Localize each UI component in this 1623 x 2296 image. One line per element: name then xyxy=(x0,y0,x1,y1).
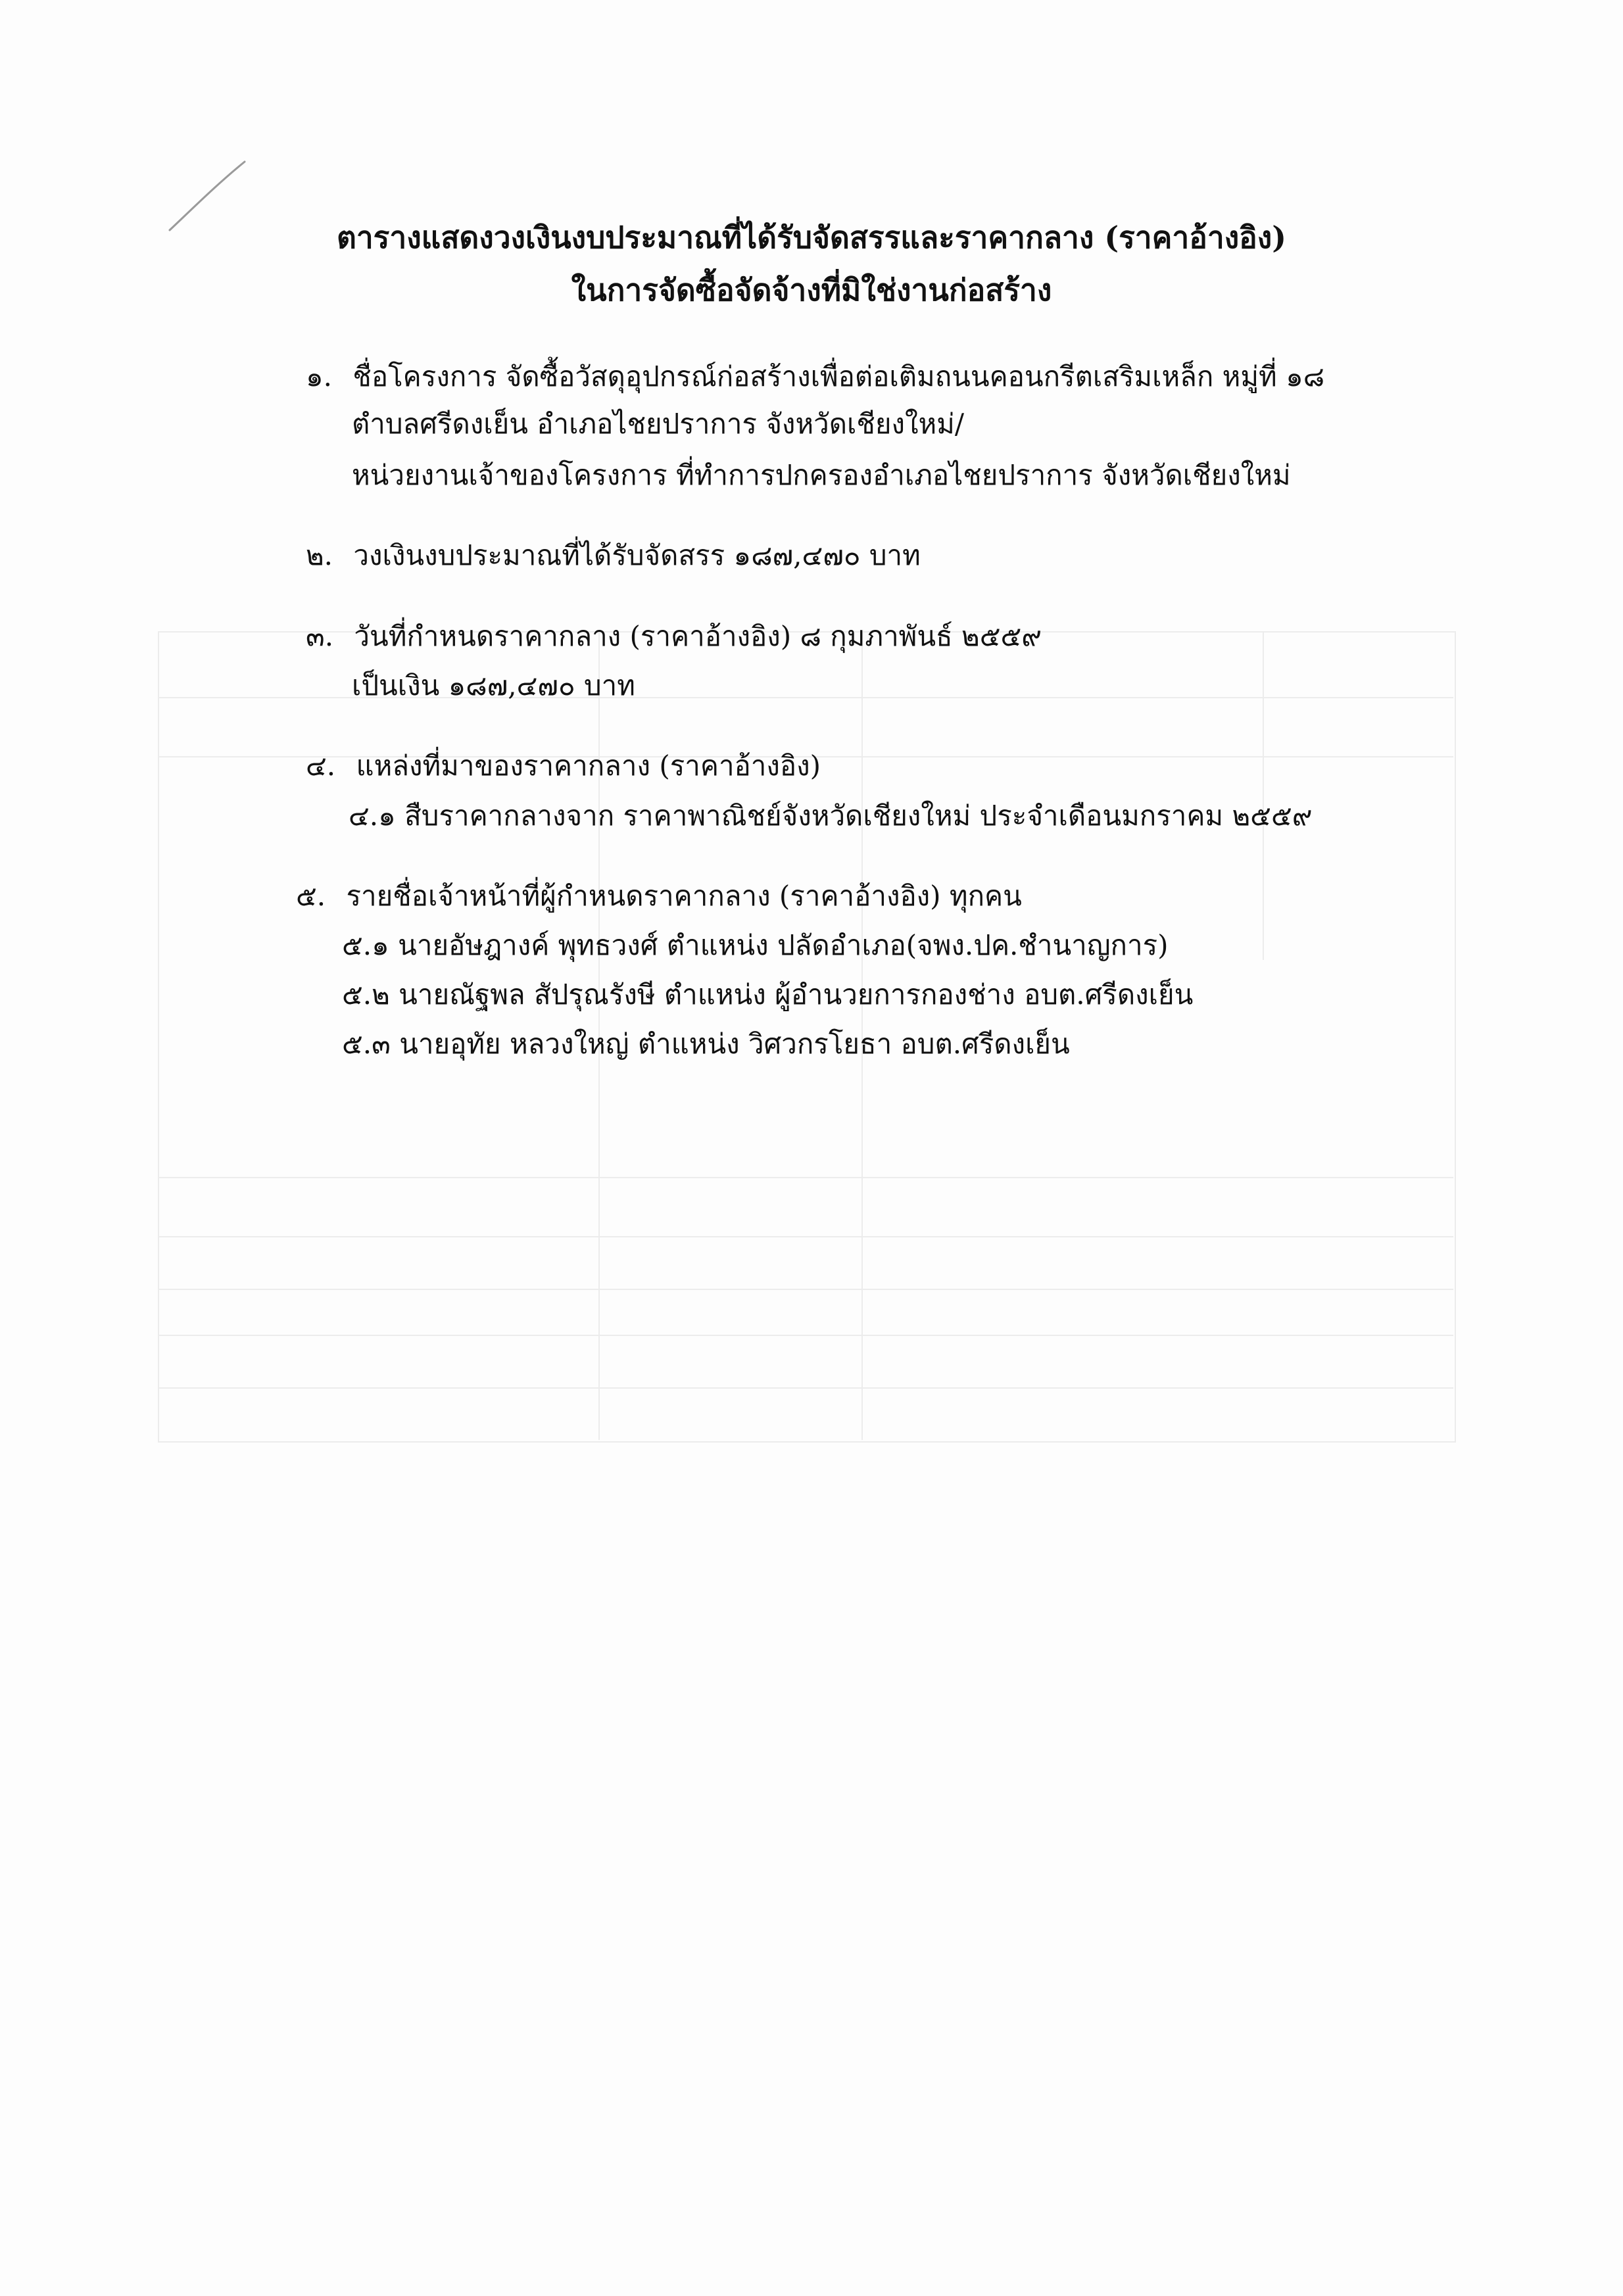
item-3-reference-date: วันที่กำหนดราคากลาง (ราคาอ้างอิง) ๘ กุมภาพันธ์ ๒๕๕๙ xyxy=(354,620,1042,652)
item-2-budget: วงเงินงบประมาณที่ได้รับจัดสรร ๑๘๗,๔๗๐ บาท xyxy=(353,539,921,571)
item-2-number: ๒. xyxy=(306,539,333,571)
bleed-through-line xyxy=(158,1289,1453,1290)
item-1-project-name: ชื่อโครงการ จัดซื้อวัสดุอุปกรณ์ก่อสร้างเพื่อต่อเติมถนนคอนกรีตเสริมเหล็ก หมู่ที่ ๑๘ xyxy=(352,360,1325,393)
bleed-through-line xyxy=(158,1177,1453,1178)
bleed-through-line xyxy=(158,1335,1453,1336)
item-5-row xyxy=(296,874,1022,918)
bleed-through-line xyxy=(158,1387,1453,1389)
item-4-price-source: แหล่งที่มาของราคากลาง (ราคาอ้างอิง) xyxy=(356,750,821,782)
item-5-3-official: ๕.๓ นายอุทัย หลวงใหญ่ ตำแหน่ง วิศวกรโยธา อบต.ศรีดงเย็น xyxy=(342,1028,1070,1060)
item-1-owner-agency: หน่วยงานเจ้าของโครงการ ที่ทำการปกครองอำเภอไชยปราการ จังหวัดเชียงใหม่ xyxy=(352,459,1291,491)
item-5-1-official: ๕.๑ นายอัษฎางค์ พุทธวงศ์ ตำแหน่ง ปลัดอำเภอ(จพง.ปค.ชำนาญการ) xyxy=(342,929,1169,961)
item-1-row xyxy=(306,355,1324,398)
item-3-amount: เป็นเงิน ๑๘๗,๔๗๐ บาท xyxy=(352,669,635,702)
document-title-line-1: ตารางแสดงวงเงินงบประมาณที่ได้รับจัดสรรและราคากลาง (ราคาอ้างอิง) xyxy=(336,220,1287,255)
item-1-location: ตำบลศรีดงเย็น อำเภอไชยปราการ จังหวัดเชียงใหม่/ xyxy=(352,408,964,440)
item-4-row xyxy=(306,744,821,788)
item-4-number: ๔. xyxy=(306,750,336,782)
document-title-line-2: ในการจัดซื้อจัดจ้างที่มิใช่งานก่อสร้าง xyxy=(571,272,1052,308)
item-5-2-official: ๕.๒ นายณัฐพล สัปรุณรังษี ตำแหน่ง ผู้อำนวยการกองช่าง อบต.ศรีดงเย็น xyxy=(342,978,1194,1011)
item-1-number: ๑. xyxy=(306,360,333,393)
item-3-number: ๓. xyxy=(306,620,334,652)
item-5-number: ๕. xyxy=(296,880,326,912)
item-4-1-source-detail: ๔.๑ สืบราคากลางจาก ราคาพาณิชย์จังหวัดเชียงใหม่ ประจำเดือนมกราคม ๒๕๕๙ xyxy=(349,800,1313,832)
item-5-officials-heading: รายชื่อเจ้าหน้าที่ผู้กำหนดราคากลาง (ราคาอ้างอิง) ทุกคน xyxy=(346,880,1022,912)
item-3-row xyxy=(306,615,1042,658)
bleed-through-line xyxy=(158,1236,1453,1237)
item-2-row xyxy=(306,534,921,577)
